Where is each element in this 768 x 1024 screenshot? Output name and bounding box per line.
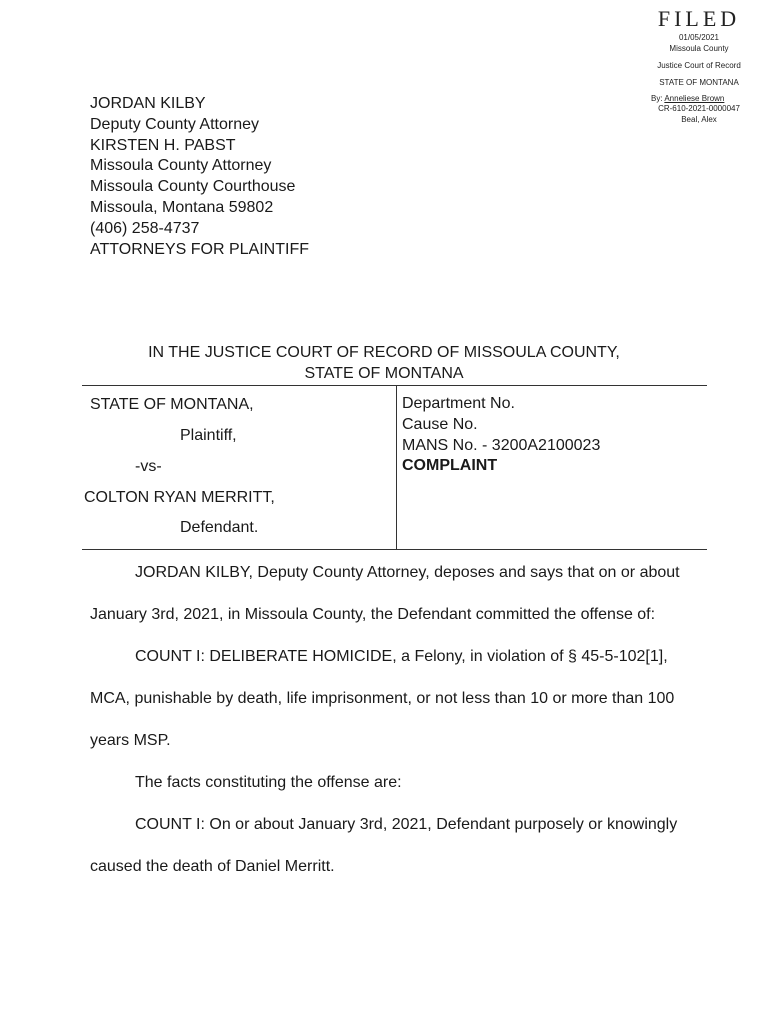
defendant-label: Defendant.	[180, 519, 259, 536]
filed-by-line	[632, 94, 766, 103]
attorney-line: Missoula County Attorney	[90, 157, 272, 175]
filed-by-name: Anneliese Brown	[664, 94, 725, 103]
attorney-line: Missoula, Montana 59802	[90, 198, 274, 216]
attorney-line: ATTORNEYS FOR PLAINTIFF	[90, 240, 309, 258]
attorney-block	[90, 94, 309, 260]
caption-divider	[396, 386, 397, 549]
facts-intro: The facts constituting the offense are:	[135, 774, 402, 791]
defendant-name: COLTON RYAN MERRITT,	[84, 489, 275, 506]
caption-bottom-rule	[82, 549, 707, 550]
attorney-line: (406) 258-4737	[90, 219, 200, 237]
count-charge: COUNT I: DELIBERATE HOMICIDE, a Felony, in violation of § 45-5-102[1], MCA, punishable by death, life imprisonment, or not less than 10 or more than 100 years MSP.	[90, 648, 675, 749]
filed-date: 01/05/2021	[678, 33, 720, 42]
filed-stamp	[632, 6, 766, 125]
attorney-line: KIRSTEN H. PABST	[90, 136, 236, 154]
department-number: Department No.	[402, 395, 515, 412]
attorney-line: Deputy County Attorney	[90, 115, 259, 133]
filed-heading: FILED	[657, 6, 741, 31]
attorney-line: JORDAN KILBY	[90, 95, 206, 112]
mans-number: MANS No. - 3200A2100023	[402, 436, 601, 454]
cause-number: Cause No.	[402, 415, 478, 433]
count-facts: COUNT I: On or about January 3rd, 2021, Defendant purposely or knowingly caused the death of Daniel Merritt.	[90, 816, 678, 875]
case-number: CR-610-2021-0000047	[658, 104, 740, 113]
case-info	[402, 394, 600, 477]
document-type: COMPLAINT	[402, 457, 498, 475]
plaintiff-name: STATE OF MONTANA,	[90, 396, 254, 413]
court-title-line1: IN THE JUSTICE COURT OF RECORD OF MISSOULA COUNTY,	[148, 344, 620, 361]
court-title	[0, 343, 768, 385]
filed-court: Justice Court of Record	[657, 61, 741, 70]
filed-by-label: By:	[651, 94, 663, 103]
body-paragraph: JORDAN KILBY, Deputy County Attorney, deposes and says that on or about January 3rd, 2021, in Missoula County, the Defendant committed the offense of:	[90, 564, 680, 623]
attorney-line: Missoula County Courthouse	[90, 178, 296, 196]
court-title-line2: STATE OF MONTANA	[304, 364, 464, 382]
filed-state: STATE OF MONTANA	[659, 78, 739, 87]
assigned-judge: Beal, Alex	[681, 115, 717, 124]
caption-top-rule	[82, 385, 707, 386]
versus-label: -vs-	[135, 458, 162, 475]
plaintiff-label: Plaintiff,	[180, 427, 237, 444]
filed-county: Missoula County	[669, 44, 729, 53]
complaint-body	[90, 552, 710, 888]
